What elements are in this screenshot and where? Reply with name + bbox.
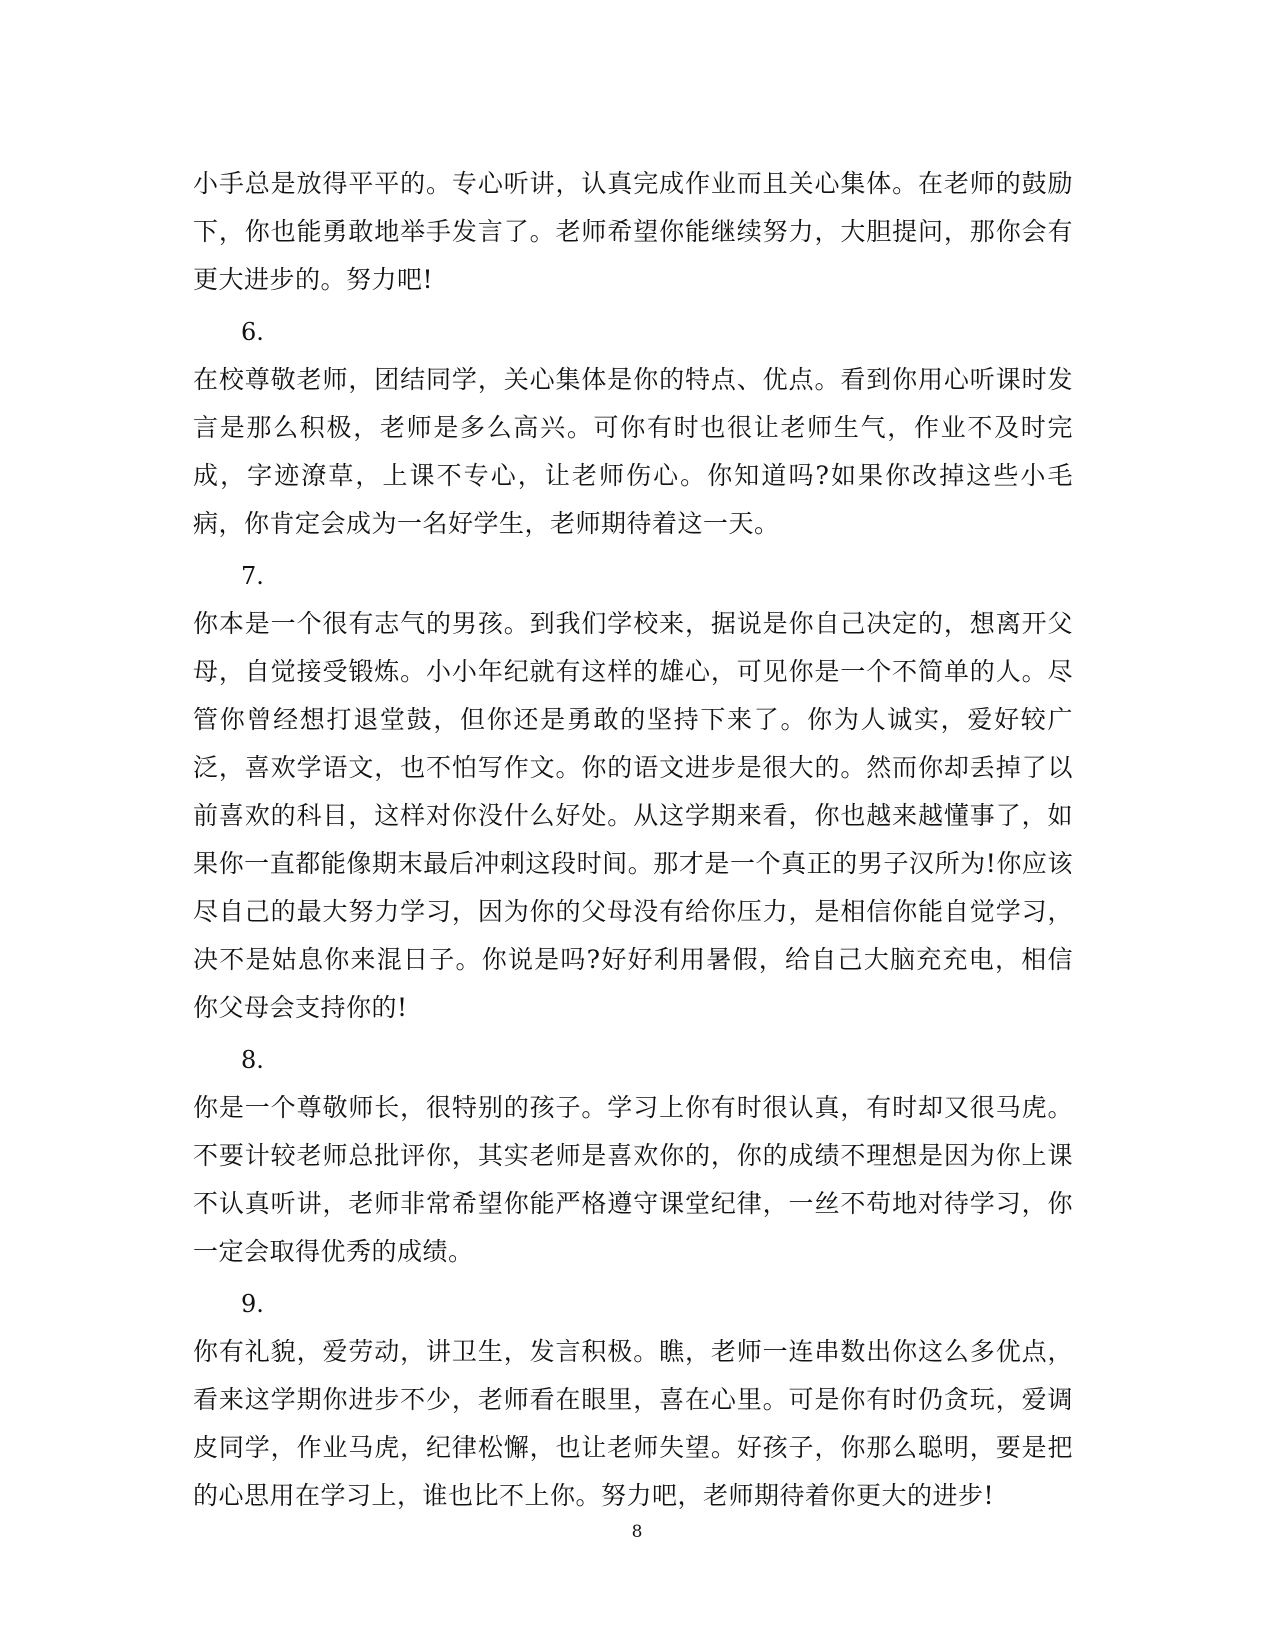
item-number-8: 8.	[241, 1046, 264, 1074]
paragraph-6: 在校尊敬老师，团结同学，关心集体是你的特点、优点。看到你用心听课时发言是那么积极，老师是多么高兴。可你有时也很让老师生气，作业不及时完成，字迹潦草，上课不专心，让老师伤心。你知道吗?如果你改掉这些小毛病，你肯定会成为一名好学生，老师期待着这一天。	[193, 365, 1073, 538]
paragraph-9: 你有礼貌，爱劳动，讲卫生，发言积极。瞧，老师一连串数出你这么多优点，看来这学期你进步不少，老师看在眼里，喜在心里。可是你有时仍贪玩，爱调皮同学，作业马虎，纪律松懈，也让老师失望。好孩子，你那么聪明，要是把的心思用在学习上，谁也比不上你。努力吧，老师期待着你更大的进步!	[193, 1337, 1073, 1510]
item-number-7: 7.	[241, 562, 264, 590]
item-number-6: 6.	[241, 318, 264, 346]
paragraph-8: 你是一个尊敬师长，很特别的孩子。学习上你有时很认真，有时却又很马虎。不要计较老师总批评你，其实老师是喜欢你的，你的成绩不理想是因为你上课不认真听讲，老师非常希望你能严格遵守课堂纪律，一丝不苟地对待学习，你一定会取得优秀的成绩。	[193, 1093, 1073, 1266]
item-number-9: 9.	[241, 1290, 264, 1318]
paragraph-5-continuation: 小手总是放得平平的。专心听讲，认真完成作业而且关心集体。在老师的鼓励下，你也能勇敢地举手发言了。老师希望你能继续努力，大胆提问，那你会有更大进步的。努力吧!	[193, 169, 1073, 294]
page-number: 8	[631, 1522, 643, 1542]
document-body	[193, 160, 1073, 1520]
paragraph-7: 你本是一个很有志气的男孩。到我们学校来，据说是你自己决定的，想离开父母，自觉接受锻炼。小小年纪就有这样的雄心，可见你是一个不简单的人。尽管你曾经想打退堂鼓，但你还是勇敢的坚持下来了。你为人诚实，爱好较广泛，喜欢学语文，也不怕写作文。你的语文进步是很大的。然而你却丢掉了以前喜欢的科目，这样对你没什么好处。从这学期来看，你也越来越懂事了，如果你一直都能像期末最后冲刺这段时间。那才是一个真正的男子汉所为!你应该尽自己的最大努力学习，因为你的父母没有给你压力，是相信你能自觉学习，决不是姑息你来混日子。你说是吗?好好利用暑假，给自己大脑充充电，相信你父母会支持你的!	[193, 609, 1073, 1022]
